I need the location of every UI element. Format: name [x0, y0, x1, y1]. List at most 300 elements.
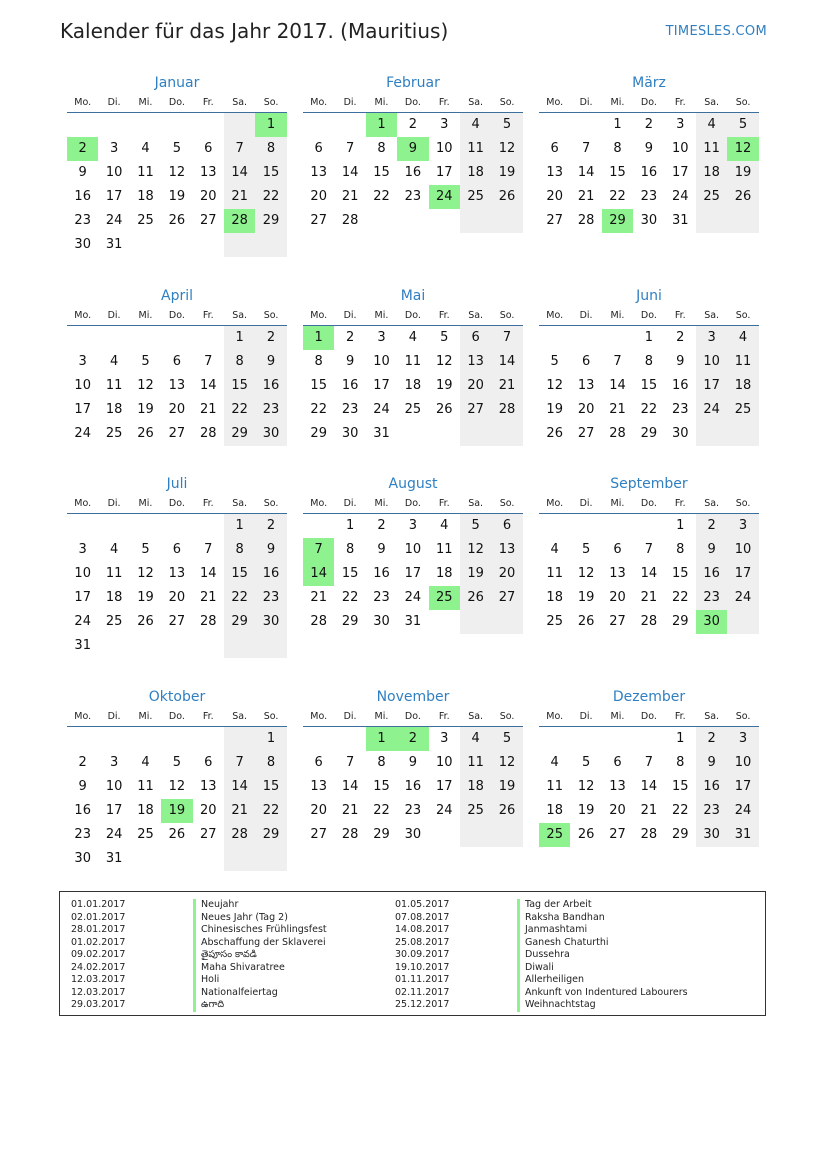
day-cell: 8 [224, 538, 255, 562]
day-cell: 26 [137, 426, 154, 441]
weekday-label: Do. [640, 97, 657, 108]
day-cell: 6 [491, 514, 522, 538]
day-cell: 26 [137, 614, 154, 629]
day-cell: 1 [613, 117, 622, 132]
holiday-day-cell: 2 [67, 137, 98, 161]
empty-cell [255, 634, 286, 658]
day-cell: 14 [577, 165, 595, 180]
day-cell: 13 [199, 165, 217, 180]
day-cell: 24 [727, 586, 758, 610]
day-cell: 24 [373, 402, 390, 417]
weekday-label: Di. [107, 310, 121, 321]
weekday-label: Di. [107, 711, 121, 722]
weekday-label: Fr. [438, 97, 450, 108]
month-name: Juni [636, 288, 662, 304]
day-cell: 23 [404, 803, 422, 818]
weekday-label: Fr. [674, 498, 686, 509]
weekday-label: So. [735, 498, 751, 509]
day-cell: 16 [255, 374, 286, 398]
weekday-label: Do. [404, 711, 421, 722]
day-cell: 19 [727, 161, 758, 185]
weekday-label: Fr. [674, 310, 686, 321]
day-cell: 21 [640, 803, 658, 818]
weekday-label: Do. [640, 310, 657, 321]
weekday-label: Do. [168, 310, 185, 321]
day-cell: 10 [727, 538, 758, 562]
day-cell: 12 [168, 165, 186, 180]
empty-cell [539, 113, 570, 137]
day-cell: 31 [74, 638, 91, 653]
day-cell: 30 [404, 827, 422, 842]
day-cell: 7 [491, 326, 522, 350]
weekday-label: Fr. [438, 310, 450, 321]
day-cell: 7 [224, 137, 255, 161]
day-cell: 9 [696, 751, 727, 775]
day-cell: 3 [78, 542, 87, 557]
day-cell: 12 [168, 779, 186, 794]
weekday-label: Mo. [310, 711, 328, 722]
day-cell: 3 [696, 326, 727, 350]
day-cell: 22 [671, 590, 689, 605]
day-cell: 6 [314, 141, 323, 156]
day-cell: 26 [168, 827, 186, 842]
day-cell: 22 [609, 189, 626, 204]
month-name: Januar [154, 75, 200, 91]
day-cell: 16 [671, 378, 689, 393]
day-cell: 15 [373, 165, 390, 180]
day-cell: 19 [491, 775, 522, 799]
empty-cell [130, 514, 161, 538]
month-name: Mai [400, 288, 426, 304]
empty-cell [429, 422, 460, 446]
day-cell: 5 [727, 113, 758, 137]
day-cell: 18 [546, 803, 563, 818]
day-cell: 10 [404, 542, 422, 557]
weekday-label: Di. [107, 97, 121, 108]
day-cell: 23 [640, 189, 658, 204]
day-cell: 26 [491, 799, 522, 823]
day-cell: 4 [440, 518, 449, 533]
day-cell: 17 [727, 775, 758, 799]
holiday-date: 09.02.2017 [71, 949, 126, 960]
holiday-date: 12.03.2017 [71, 986, 126, 998]
day-cell: 21 [341, 803, 359, 818]
day-grid [539, 514, 759, 634]
day-cell: 31 [105, 237, 123, 252]
day-cell: 19 [577, 590, 595, 605]
day-cell: 29 [310, 426, 327, 441]
empty-cell [193, 634, 224, 658]
weekday-label: Fr. [674, 711, 686, 722]
month-name: Oktober [148, 689, 206, 705]
day-cell: 4 [696, 113, 727, 137]
day-cell: 21 [577, 189, 595, 204]
day-cell: 17 [696, 374, 727, 398]
holiday-day-cell: 1 [255, 113, 286, 137]
holiday-names-left [193, 899, 327, 1012]
weekday-label: Mo. [74, 310, 92, 321]
day-cell: 21 [199, 590, 217, 605]
day-cell: 28 [491, 398, 522, 422]
weekday-label: Sa. [468, 498, 484, 509]
day-cell: 29 [255, 823, 286, 847]
day-cell: 27 [491, 586, 522, 610]
day-cell: 5 [581, 542, 591, 557]
weekday-label: Mi. [138, 310, 153, 321]
day-cell: 14 [224, 161, 255, 185]
empty-cell [130, 233, 161, 257]
day-cell: 19 [460, 562, 491, 586]
empty-cell [491, 209, 522, 233]
day-cell: 20 [546, 189, 563, 204]
day-cell: 2 [377, 518, 386, 533]
weekday-label: Do. [404, 97, 421, 108]
day-cell: 16 [640, 165, 658, 180]
weekday-label: Mo. [74, 711, 92, 722]
empty-cell [193, 847, 224, 871]
month-5 [303, 285, 523, 446]
day-cell: 18 [404, 378, 422, 393]
empty-cell [98, 326, 129, 350]
holiday-date: 25.12.2017 [395, 999, 450, 1010]
empty-cell [539, 326, 570, 350]
holiday-day-cell: 1 [303, 326, 334, 350]
weekday-label: Sa. [232, 711, 248, 722]
day-cell: 7 [581, 141, 591, 156]
day-cell: 11 [435, 542, 453, 557]
month-name: März [632, 75, 666, 91]
day-cell: 20 [460, 374, 491, 398]
empty-cell [460, 823, 491, 847]
day-cell: 10 [74, 378, 91, 393]
empty-cell [570, 326, 601, 350]
day-cell: 25 [404, 402, 422, 417]
weekday-label: Di. [343, 498, 357, 509]
day-cell: 18 [460, 775, 491, 799]
day-grid [67, 326, 287, 446]
day-cell: 3 [676, 117, 685, 132]
day-cell: 2 [696, 727, 727, 751]
day-cell: 4 [727, 326, 758, 350]
weekday-label: Fr. [202, 97, 214, 108]
holiday-day-cell: 9 [397, 137, 428, 161]
day-grid [67, 113, 287, 257]
weekday-label: So. [735, 711, 751, 722]
day-cell: 12 [491, 137, 522, 161]
empty-cell [224, 727, 255, 751]
day-cell: 28 [199, 614, 217, 629]
day-cell: 25 [137, 827, 154, 842]
holiday-date: 12.03.2017 [71, 974, 126, 985]
empty-cell [161, 113, 192, 137]
day-cell: 18 [137, 803, 154, 818]
day-cell: 4 [141, 755, 150, 770]
day-cell: 16 [696, 775, 727, 799]
weekday-label: Sa. [704, 711, 720, 722]
empty-cell [602, 326, 633, 350]
empty-cell [570, 113, 601, 137]
day-cell: 13 [491, 538, 522, 562]
weekday-label: Do. [640, 498, 657, 509]
day-cell: 13 [460, 350, 491, 374]
empty-cell [98, 727, 129, 751]
day-cell: 15 [341, 566, 359, 581]
day-cell: 24 [435, 803, 453, 818]
day-cell: 3 [440, 117, 449, 132]
weekday-label: So. [499, 97, 515, 108]
empty-cell [193, 514, 224, 538]
day-cell: 9 [644, 141, 653, 156]
day-cell: 3 [727, 727, 758, 751]
day-cell: 5 [141, 542, 150, 557]
day-cell: 17 [105, 803, 123, 818]
weekday-header [539, 708, 759, 727]
day-cell: 18 [727, 374, 758, 398]
day-cell: 6 [613, 755, 622, 770]
day-cell: 1 [224, 326, 255, 350]
holiday-name: Dussehra [517, 949, 688, 962]
day-cell: 15 [224, 374, 255, 398]
holiday-name: ఉగాది [193, 999, 327, 1012]
day-cell: 28 [224, 823, 255, 847]
day-cell: 18 [546, 590, 563, 605]
day-cell: 8 [613, 141, 622, 156]
day-cell: 11 [105, 566, 123, 581]
month-2 [303, 72, 523, 233]
day-cell: 21 [640, 590, 658, 605]
day-cell: 18 [696, 161, 727, 185]
day-cell: 14 [341, 779, 359, 794]
month-name: Dezember [612, 689, 686, 705]
month-6 [539, 285, 759, 446]
day-cell: 25 [105, 614, 123, 629]
day-cell: 9 [696, 538, 727, 562]
day-cell: 28 [341, 827, 359, 842]
empty-cell [491, 823, 522, 847]
holiday-day-cell: 28 [224, 209, 255, 233]
empty-cell [491, 422, 522, 446]
day-cell: 3 [377, 330, 386, 345]
day-cell: 25 [137, 213, 154, 228]
weekday-label: So. [263, 498, 279, 509]
holiday-name: తైపూసం కావడి [193, 949, 327, 962]
day-cell: 2 [78, 755, 87, 770]
day-cell: 4 [460, 113, 491, 137]
day-cell: 19 [546, 402, 563, 417]
empty-cell [224, 847, 255, 871]
brand-link[interactable]: TIMESLES.COM [665, 24, 767, 39]
day-cell: 7 [224, 751, 255, 775]
day-cell: 22 [255, 799, 286, 823]
day-cell: 6 [581, 354, 591, 369]
day-cell: 24 [404, 590, 422, 605]
day-cell: 16 [341, 378, 359, 393]
day-cell: 30 [255, 610, 286, 634]
empty-cell [460, 422, 491, 446]
day-cell: 11 [460, 751, 491, 775]
empty-cell [633, 727, 664, 751]
weekday-label: Di. [343, 97, 357, 108]
day-cell: 18 [105, 590, 123, 605]
day-cell: 23 [696, 586, 727, 610]
day-cell: 19 [137, 590, 154, 605]
empty-cell [696, 209, 727, 233]
empty-cell [130, 634, 161, 658]
weekday-header [67, 307, 287, 326]
day-cell: 25 [546, 614, 563, 629]
weekday-label: Mi. [374, 498, 389, 509]
month-11 [303, 686, 523, 847]
day-cell: 24 [696, 398, 727, 422]
day-cell: 3 [727, 514, 758, 538]
day-cell: 28 [609, 426, 626, 441]
weekday-header [539, 94, 759, 113]
holiday-day-cell: 1 [366, 113, 397, 137]
day-cell: 23 [74, 827, 91, 842]
weekday-label: Mi. [374, 97, 389, 108]
day-cell: 30 [696, 823, 727, 847]
empty-cell [397, 209, 428, 233]
day-cell: 23 [696, 799, 727, 823]
day-cell: 16 [74, 189, 91, 204]
holiday-name: Diwali [517, 962, 688, 975]
day-cell: 9 [345, 354, 355, 369]
holiday-date: 30.09.2017 [395, 949, 450, 960]
holiday-day-cell: 14 [303, 562, 334, 586]
day-cell: 29 [341, 614, 359, 629]
weekday-header [303, 495, 523, 514]
day-cell: 14 [199, 566, 217, 581]
day-cell: 16 [373, 566, 390, 581]
day-cell: 12 [137, 378, 154, 393]
day-cell: 1 [676, 731, 685, 746]
day-cell: 5 [440, 330, 449, 345]
weekday-label: Sa. [704, 498, 720, 509]
day-cell: 27 [460, 398, 491, 422]
day-cell: 21 [491, 374, 522, 398]
empty-cell [193, 113, 224, 137]
weekday-label: Mo. [546, 310, 564, 321]
day-cell: 17 [105, 189, 123, 204]
day-cell: 11 [727, 350, 758, 374]
day-cell: 22 [341, 590, 359, 605]
day-cell: 23 [74, 213, 91, 228]
day-cell: 26 [460, 586, 491, 610]
day-cell: 22 [671, 803, 689, 818]
day-cell: 1 [345, 518, 355, 533]
day-cell: 1 [676, 518, 685, 533]
page-title: Kalender für das Jahr 2017. (Mauritius) [60, 19, 449, 43]
holiday-name: Maha Shivaratree [193, 962, 327, 975]
empty-cell [334, 113, 365, 137]
day-cell: 19 [137, 402, 154, 417]
day-cell: 27 [168, 614, 186, 629]
weekday-label: Fr. [202, 310, 214, 321]
day-cell: 2 [644, 117, 653, 132]
weekday-label: Do. [168, 498, 185, 509]
holiday-date: 24.02.2017 [71, 961, 126, 973]
weekday-label: Do. [168, 711, 185, 722]
empty-cell [255, 847, 286, 871]
day-cell: 25 [727, 398, 758, 422]
empty-cell [602, 727, 633, 751]
day-cell: 1 [224, 514, 255, 538]
holiday-day-cell: 25 [539, 823, 570, 847]
day-cell: 6 [314, 755, 323, 770]
weekday-label: Sa. [468, 97, 484, 108]
empty-cell [633, 514, 664, 538]
day-cell: 27 [199, 827, 217, 842]
weekday-label: Di. [579, 711, 593, 722]
day-cell: 9 [255, 350, 286, 374]
day-cell: 19 [577, 803, 595, 818]
day-cell: 27 [609, 827, 626, 842]
weekday-label: Mi. [138, 498, 153, 509]
holiday-name: Nationalfeiertag [193, 987, 327, 1000]
weekday-label: Mo. [546, 498, 564, 509]
holiday-dates-left [71, 899, 125, 1012]
weekday-header [303, 307, 523, 326]
day-cell: 26 [168, 213, 186, 228]
day-cell: 14 [199, 378, 217, 393]
day-cell: 29 [640, 426, 658, 441]
day-cell: 22 [640, 402, 658, 417]
day-cell: 2 [676, 330, 685, 345]
empty-cell [224, 233, 255, 257]
weekday-label: Mi. [610, 498, 625, 509]
empty-cell [539, 514, 570, 538]
day-cell: 24 [105, 213, 123, 228]
day-cell: 3 [109, 141, 119, 156]
day-cell: 6 [172, 354, 181, 369]
day-cell: 30 [671, 426, 689, 441]
day-cell: 17 [435, 165, 453, 180]
holiday-day-cell: 30 [696, 610, 727, 634]
holiday-day-cell: 25 [429, 586, 460, 610]
empty-cell [460, 610, 491, 634]
day-cell: 11 [137, 165, 154, 180]
empty-cell [539, 727, 570, 751]
holiday-name: Neues Jahr (Tag 2) [193, 912, 327, 925]
day-cell: 7 [644, 755, 653, 770]
day-cell: 13 [609, 779, 626, 794]
day-cell: 21 [341, 189, 359, 204]
day-cell: 20 [168, 590, 186, 605]
day-cell: 23 [255, 586, 286, 610]
day-cell: 14 [609, 378, 626, 393]
day-cell: 31 [671, 213, 689, 228]
holiday-day-cell: 12 [727, 137, 758, 161]
empty-cell [193, 326, 224, 350]
day-cell: 31 [404, 614, 422, 629]
weekday-label: Fr. [202, 711, 214, 722]
day-cell: 9 [78, 779, 87, 794]
day-cell: 30 [74, 851, 91, 866]
weekday-label: Di. [579, 310, 593, 321]
weekday-label: Mi. [374, 711, 389, 722]
day-cell: 22 [373, 803, 390, 818]
day-cell: 26 [435, 402, 453, 417]
empty-cell [366, 209, 397, 233]
day-cell: 5 [491, 113, 522, 137]
empty-cell [67, 113, 98, 137]
day-cell: 8 [224, 350, 255, 374]
empty-cell [161, 847, 192, 871]
empty-cell [429, 209, 460, 233]
empty-cell [130, 847, 161, 871]
weekday-header [303, 708, 523, 727]
holiday-list [59, 891, 766, 1016]
